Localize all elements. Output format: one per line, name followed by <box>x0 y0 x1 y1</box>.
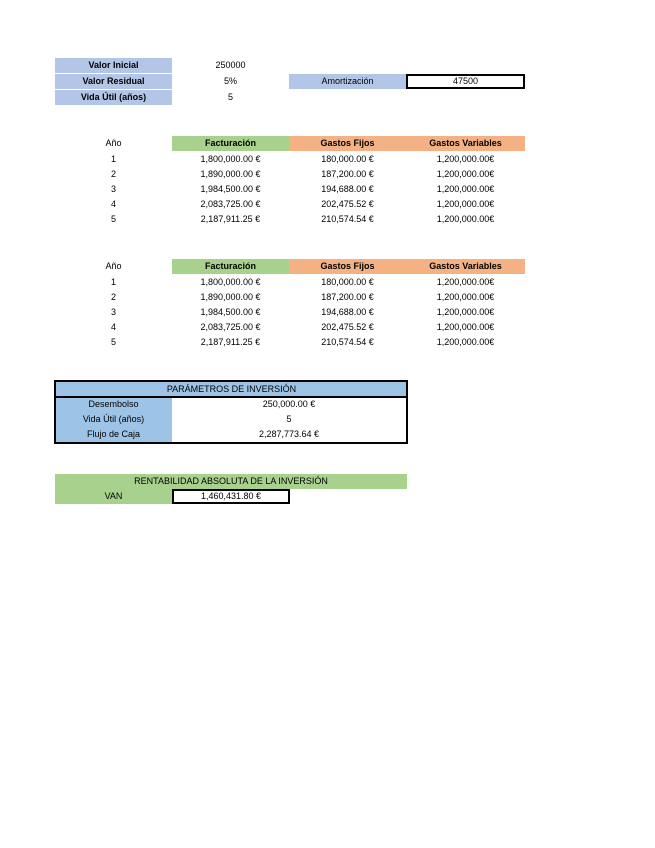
flujo-caja-value[interactable]: 2,287,773.64 € <box>258 429 320 439</box>
cell-gastos-variables[interactable]: 1,200,000.00€ <box>436 184 495 194</box>
header-ano: Año <box>105 261 122 271</box>
rentabilidad-title: RENTABILIDAD ABSOLUTA DE LA INVERSIÓN <box>55 474 407 489</box>
flujo-caja-label: Flujo de Caja <box>55 427 172 442</box>
cell-gastos-variables[interactable]: 1,200,000.00€ <box>436 169 495 179</box>
cell-gastos-variables[interactable]: 1,200,000.00€ <box>436 154 495 164</box>
vida-util-label: Vida Útil (años) <box>55 90 172 105</box>
van-label: VAN <box>55 489 172 504</box>
desembolso-value[interactable]: 250,000.00 € <box>262 399 316 409</box>
cell-facturacion[interactable]: 1,890,000.00 € <box>200 292 261 302</box>
valor-residual-label: Valor Residual <box>55 74 172 89</box>
cell-facturacion[interactable]: 2,187,911.25 € <box>200 214 261 224</box>
parametros-title: PARÁMETROS DE INVERSIÓN <box>55 381 408 397</box>
cell-ano[interactable]: 3 <box>110 307 116 317</box>
vida-util-param-label: Vida Útil (años) <box>55 412 172 427</box>
cell-ano[interactable]: 5 <box>110 214 116 224</box>
cell-gastos-fijos[interactable]: 180,000.00 € <box>321 154 374 164</box>
cell-gastos-variables[interactable]: 1,200,000.00€ <box>436 307 495 317</box>
header-facturacion: Facturación <box>172 259 289 274</box>
cell-gastos-fijos[interactable]: 194,688.00 € <box>321 307 374 317</box>
cell-facturacion[interactable]: 2,083,725.00 € <box>200 322 261 332</box>
cell-facturacion[interactable]: 1,984,500.00 € <box>200 184 261 194</box>
amortizacion-value[interactable]: 47500 <box>406 74 525 89</box>
cell-gastos-fijos[interactable]: 187,200.00 € <box>321 169 374 179</box>
cell-gastos-fijos[interactable]: 202,475.52 € <box>321 199 374 209</box>
desembolso-label: Desembolso <box>55 397 172 412</box>
cell-facturacion[interactable]: 1,984,500.00 € <box>200 307 261 317</box>
cell-ano[interactable]: 2 <box>110 292 116 302</box>
cell-ano[interactable]: 4 <box>110 322 116 332</box>
header-ano: Año <box>105 138 122 148</box>
parametros-border <box>54 380 408 444</box>
cell-facturacion[interactable]: 1,800,000.00 € <box>200 154 261 164</box>
header-gastos-variables: Gastos Variables <box>406 136 525 151</box>
header-gastos-variables: Gastos Variables <box>406 259 525 274</box>
parametros-divider <box>54 396 408 398</box>
valor-residual-value[interactable]: 5% <box>223 76 237 86</box>
cell-gastos-fijos[interactable]: 194,688.00 € <box>321 184 374 194</box>
cell-gastos-variables[interactable]: 1,200,000.00€ <box>436 214 495 224</box>
header-gastos-fijos: Gastos Fijos <box>289 136 406 151</box>
header-gastos-fijos: Gastos Fijos <box>289 259 406 274</box>
cell-gastos-variables[interactable]: 1,200,000.00€ <box>436 199 495 209</box>
cell-ano[interactable]: 1 <box>110 154 116 164</box>
cell-ano[interactable]: 2 <box>110 169 116 179</box>
cell-gastos-fijos[interactable]: 180,000.00 € <box>321 277 374 287</box>
cell-facturacion[interactable]: 2,083,725.00 € <box>200 199 261 209</box>
amortizacion-label: Amortización <box>289 74 406 89</box>
cell-facturacion[interactable]: 1,890,000.00 € <box>200 169 261 179</box>
cell-gastos-fijos[interactable]: 187,200.00 € <box>321 292 374 302</box>
cell-ano[interactable]: 3 <box>110 184 116 194</box>
cell-gastos-variables[interactable]: 1,200,000.00€ <box>436 292 495 302</box>
valor-inicial-label: Valor Inicial <box>55 58 172 73</box>
vida-util-param-value[interactable]: 5 <box>286 414 292 424</box>
cell-ano[interactable]: 1 <box>110 277 116 287</box>
vida-util-value[interactable]: 5 <box>227 92 233 102</box>
header-facturacion: Facturación <box>172 136 289 151</box>
cell-facturacion[interactable]: 2,187,911.25 € <box>200 337 261 347</box>
cell-facturacion[interactable]: 1,800,000.00 € <box>200 277 261 287</box>
valor-inicial-value[interactable]: 250000 <box>215 60 246 70</box>
cell-gastos-variables[interactable]: 1,200,000.00€ <box>436 277 495 287</box>
cell-gastos-fijos[interactable]: 202,475.52 € <box>321 322 374 332</box>
cell-gastos-variables[interactable]: 1,200,000.00€ <box>436 337 495 347</box>
van-value[interactable]: 1,460,431.80 € <box>172 489 290 504</box>
cell-gastos-variables[interactable]: 1,200,000.00€ <box>436 322 495 332</box>
cell-ano[interactable]: 4 <box>110 199 116 209</box>
cell-gastos-fijos[interactable]: 210,574.54 € <box>321 214 374 224</box>
cell-ano[interactable]: 5 <box>110 337 116 347</box>
cell-gastos-fijos[interactable]: 210,574.54 € <box>321 337 374 347</box>
